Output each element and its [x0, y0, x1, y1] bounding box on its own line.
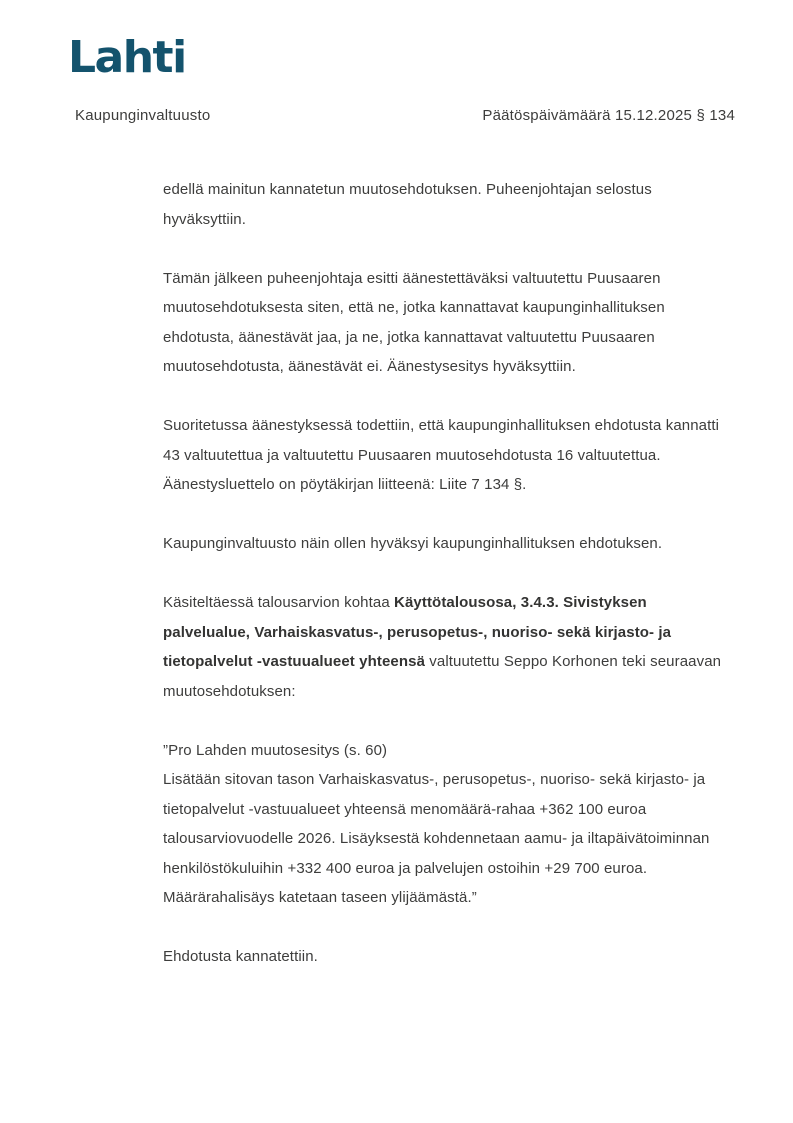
amendment-quote-text: Lisätään sitovan tason Varhaiskasvatus-, perusopetus-, nuoriso- sekä kirjasto- ja tietopalvelut -vastuualueet yhteensä menomäärä-rahaa +362 100 euroa talousarviovuodelle 2026. Lisäyksestä kohdennetaan aamu- ja iltapäivätoiminnan henkilöstökuluihin +332 400 euroa ja palvelujen ostoihin +29 700 euroa. Määrärahalisäys katetaan taseen ylijäämästä.”: [163, 771, 710, 906]
paragraph-council-approval: Kaupunginvaltuusto näin ollen hyväksyi kaupunginhallituksen ehdotuksen.: [163, 535, 663, 552]
paragraph-voting-result: Suoritetussa äänestyksessä todettiin, että kaupunginhallituksen ehdotusta kannatti 43 valtuutettua ja valtuutettu Puusaaren muutosehdotusta 16 valtuutettua. Äänestysluettelo on pöytäkirjan liitteenä: Liite 7 134 §.: [163, 417, 720, 493]
budget-item-title: Käyttötalousosa, 3.4.3. Sivistyksen palvelualue, Varhaiskasvatus-, perusopetus-, nuoriso- sekä kirjasto- ja tietopalvelut -vastuualueet yhteensä: [163, 594, 672, 670]
paragraph-proposal-seconded: Ehdotusta kannatettiin.: [163, 948, 318, 965]
header-decision-date: Päätöspäivämäärä 15.12.2025 § 134: [482, 107, 735, 124]
budget-item-intro: Käsiteltäessä talousarvion kohtaa: [163, 594, 395, 611]
amendment-quote-heading: ”Pro Lahden muutosesitys (s. 60): [163, 741, 388, 759]
document-header: [75, 107, 735, 124]
paragraph-voting-procedure: Tämän jälkeen puheenjohtaja esitti äänestettäväksi valtuutettu Puusaaren muutosehdotuksesta siten, että ne, jotka kannattavat kaupunginhallituksen ehdotusta, äänestävät jaa, ja ne, jotka kannattavat valtuutettu Puusaaren muutosehdotusta, äänestävät ei. Äänestysesitys hyväksyttiin.: [163, 269, 665, 375]
document-body-text: [163, 175, 735, 1001]
lahti-city-logo: Lahti: [68, 32, 186, 83]
budget-item-outro: valtuutettu Seppo Korhonen teki seuraavan muutosehdotuksen:: [163, 653, 722, 700]
header-organ-label: Kaupunginvaltuusto: [75, 107, 211, 124]
paragraph-amendment-quote: [163, 736, 735, 913]
paragraph-budget-item: [163, 588, 735, 706]
paragraph-chair-statement: edellä mainitun kannatetun muutosehdotuksen. Puheenjohtajan selostus hyväksyttiin.: [163, 181, 652, 228]
